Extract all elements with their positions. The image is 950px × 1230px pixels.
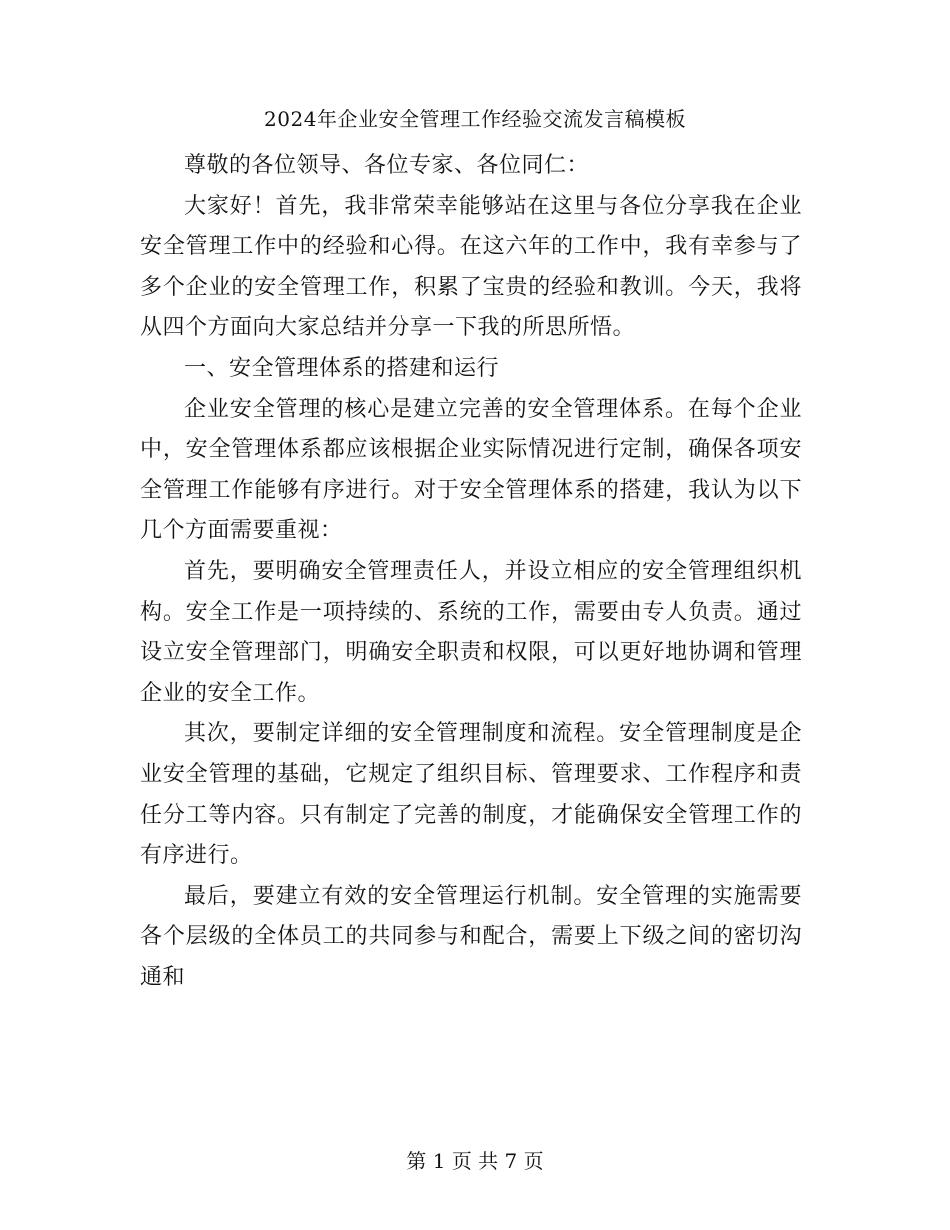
paragraph-intro: 大家好！首先，我非常荣幸能够站在这里与各位分享我在企业安全管理工作中的经验和心得。在这六年的工作中，我有幸参与了多个企业的安全管理工作，积累了宝贵的经验和教训。今天，我将从四个方面向大家总结并分享一下我的所思所悟。: [140, 193, 802, 341]
document-title: 2024年企业安全管理工作经验交流发言稿模板: [264, 107, 686, 131]
paragraph-last: 最后，要建立有效的安全管理运行机制。安全管理的实施需要各个层级的全体员工的共同参与和配合，需要上下级之间的密切沟通和: [140, 883, 802, 990]
page-number-footer: 第 1 页 共 7 页: [406, 1149, 544, 1173]
paragraph-first: 首先，要明确安全管理责任人，并设立相应的安全管理组织机构。安全工作是一项持续的、系统的工作，需要由专人负责。通过设立安全管理部门，明确安全职责和权限，可以更好地协调和管理企业的安全工作。: [140, 558, 802, 706]
section-heading: 一、安全管理体系的搭建和运行: [184, 355, 500, 381]
paragraph-second: 其次，要制定详细的安全管理制度和流程。安全管理制度是企业安全管理的基础，它规定了组织目标、管理要求、工作程序和责任分工等内容。只有制定了完善的制度，才能确保安全管理工作的有序进行。: [140, 721, 802, 869]
paragraph-core: 企业安全管理的核心是建立完善的安全管理体系。在每个企业中，安全管理体系都应该根据企业实际情况进行定制，确保各项安全管理工作能够有序进行。对于安全管理体系的搭建，我认为以下几个方面需要重视：: [140, 396, 802, 544]
document-body: [140, 146, 802, 998]
paragraph-salutation: 尊敬的各位领导、各位专家、各位同仁：: [184, 153, 590, 178]
